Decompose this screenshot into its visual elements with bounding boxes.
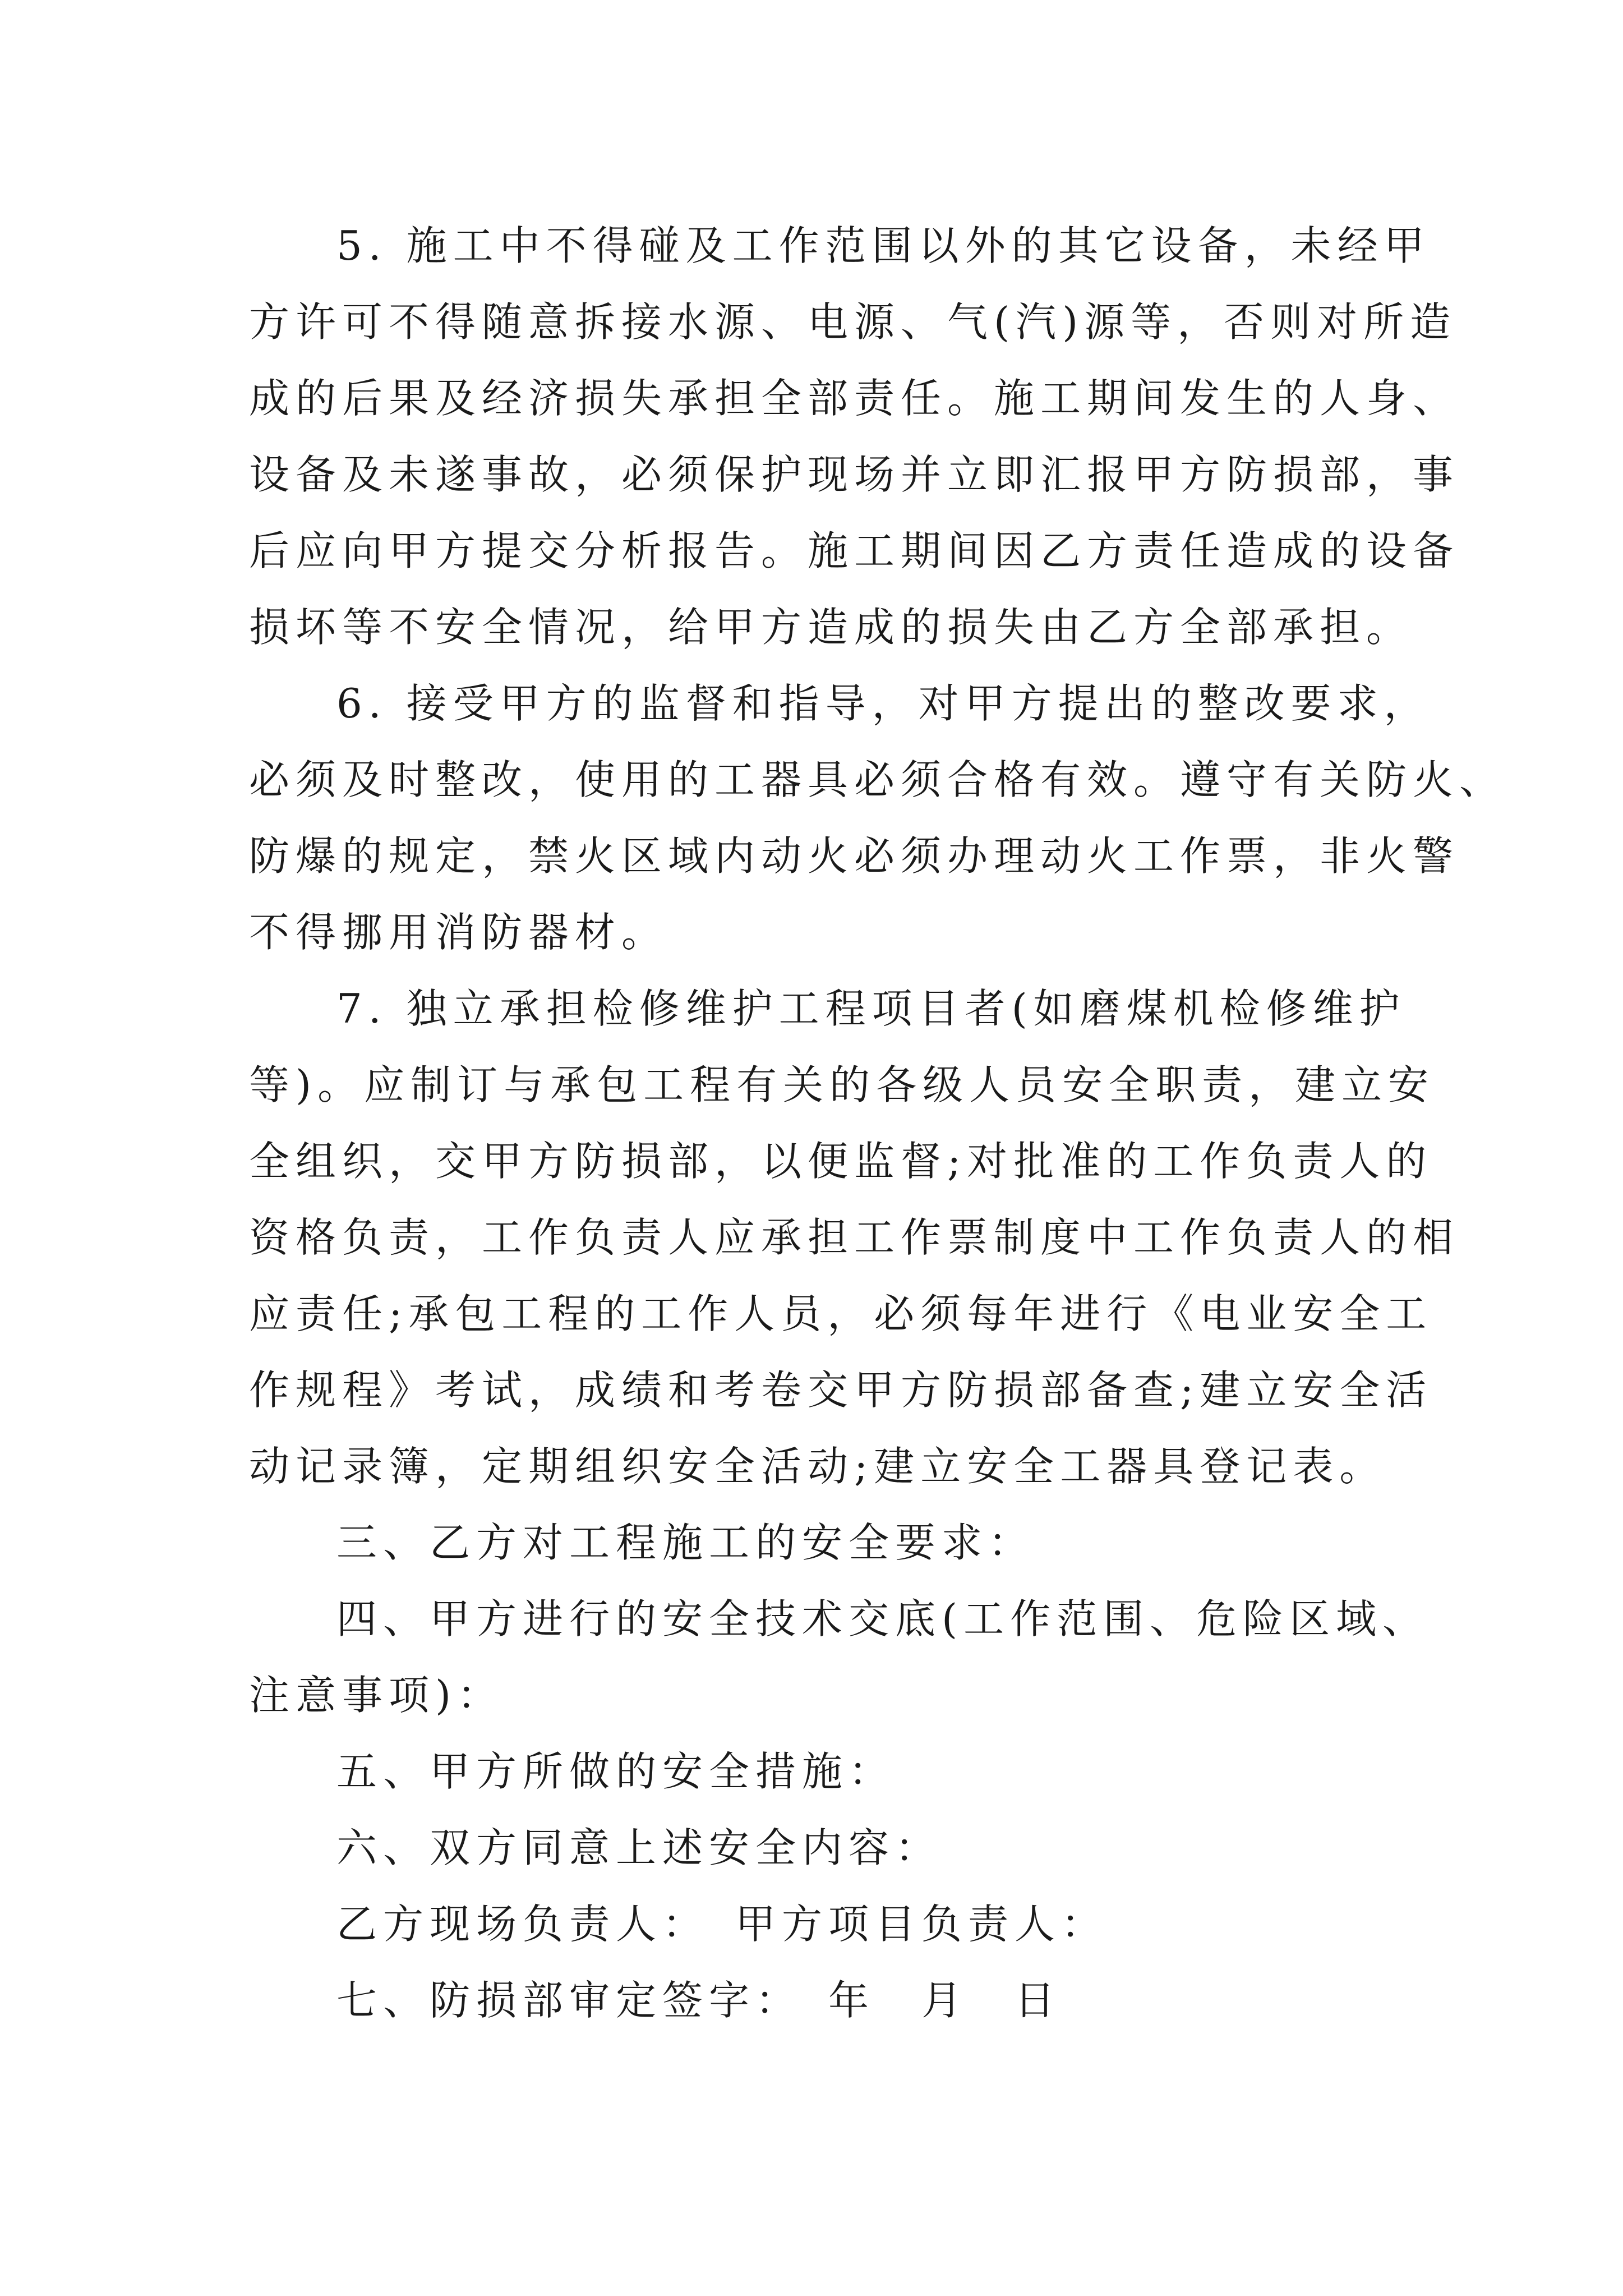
item-7-line-2: 等)。应制订与承包工程有关的各级人员安全职责，建立安 xyxy=(249,1061,1435,1108)
item-5-line-1: 5. 施工中不得碰及工作范围以外的其它设备，未经甲 xyxy=(336,222,1431,269)
item-7-line-6: 作规程》考试，成绩和考卷交甲方防损部备查;建立安全活 xyxy=(249,1366,1433,1414)
item-7-line-3: 全组织，交甲方防损部，以便监督;对批准的工作负责人的 xyxy=(249,1138,1433,1185)
item-7-line-1: 7. 独立承担检修维护工程项目者(如磨煤机检修维护 xyxy=(336,985,1406,1032)
item-6-line-3: 防爆的规定，禁火区域内动火必须办理动火工作票，非火警 xyxy=(249,832,1460,880)
section-5-heading: 五、甲方所做的安全措施： xyxy=(336,1748,896,1795)
section-6-heading: 六、双方同意上述安全内容： xyxy=(336,1824,942,1871)
item-6-line-1: 6. 接受甲方的监督和指导，对甲方提出的整改要求， xyxy=(336,680,1431,727)
item-7-line-7: 动记录簿，定期组织安全活动;建立安全工器具登记表。 xyxy=(249,1443,1386,1490)
section-4-heading-line-2: 注意事项)： xyxy=(249,1672,504,1719)
item-6-line-4: 不得挪用消防器材。 xyxy=(249,909,668,956)
item-5-line-4: 设备及未遂事故，必须保护现场并立即汇报甲方防损部，事 xyxy=(249,451,1460,498)
item-7-line-4: 资格负责，工作负责人应承担工作票制度中工作负责人的相 xyxy=(249,1214,1460,1261)
item-5-line-5: 后应向甲方提交分析报告。施工期间因乙方责任造成的设备 xyxy=(249,527,1460,574)
item-5-line-2: 方许可不得随意拆接水源、电源、气(汽)源等，否则对所造 xyxy=(249,298,1457,346)
signature-line-responsible-persons: 乙方现场负责人： 甲方项目负责人： xyxy=(336,1901,1108,1948)
item-6-line-2: 必须及时整改，使用的工器具必须合格有效。遵守有关防火、 xyxy=(249,756,1506,803)
item-7-line-5: 应责任;承包工程的工作人员，必须每年进行《电业安全工 xyxy=(249,1290,1433,1337)
section-3-heading: 三、乙方对工程施工的安全要求： xyxy=(336,1519,1035,1566)
section-7-signature-date: 七、防损部审定签字： 年 月 日 xyxy=(336,1977,1062,2024)
section-4-heading-line-1: 四、甲方进行的安全技术交底(工作范围、危险区域、 xyxy=(336,1595,1430,1642)
item-5-line-6: 损坏等不安全情况，给甲方造成的损失由乙方全部承担。 xyxy=(249,604,1413,651)
item-5-line-3: 成的后果及经济损失承担全部责任。施工期间发生的人身、 xyxy=(249,375,1460,422)
